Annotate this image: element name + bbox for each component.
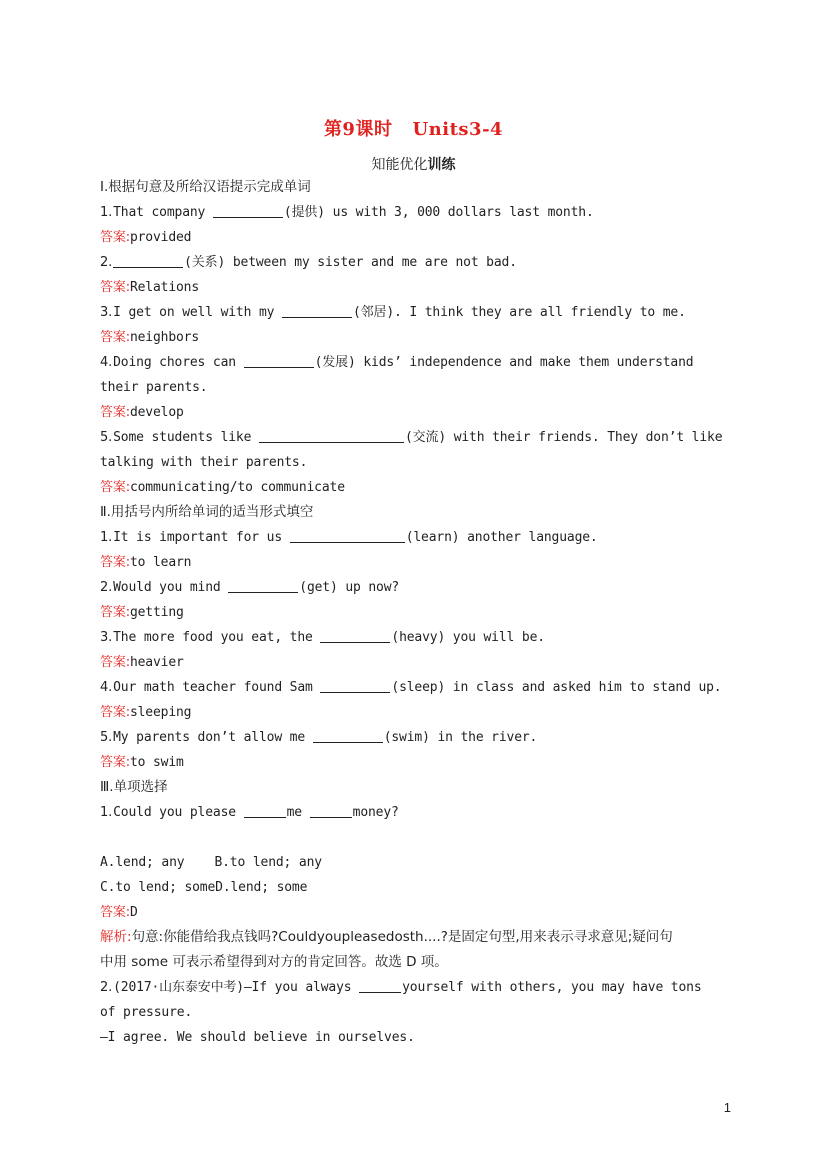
question-2-3	[100, 625, 720, 650]
question-3-2-reply: —I agree. We should believe in ourselves.	[100, 1030, 415, 1045]
answer-label: 答案:	[100, 555, 130, 570]
answer-blank[interactable]	[320, 628, 390, 643]
option-c[interactable]: C.to lend; some	[100, 880, 216, 895]
question-text: yourself with others, you may have tons	[402, 980, 702, 995]
question-1-5	[100, 425, 723, 450]
answer-label: 答案:	[100, 405, 130, 420]
answer-2-3	[100, 650, 720, 675]
question-text: Would you mind	[113, 580, 229, 595]
options-row-2	[100, 875, 720, 900]
question-text: (交流) with their friends. They don’t like	[404, 430, 723, 445]
answer-label: 答案:	[100, 655, 130, 670]
answer-1-4	[100, 400, 720, 425]
question-1-3	[100, 300, 720, 325]
page-title	[0, 115, 827, 141]
answer-blank[interactable]	[244, 353, 314, 368]
question-3-2	[100, 975, 720, 1000]
question-number: 1.	[100, 805, 113, 820]
answer-label: 答案:	[100, 330, 130, 345]
question-text: Doing chores can	[113, 355, 244, 370]
question-number: 1.	[100, 530, 113, 545]
question-3-2-cont: of pressure.	[100, 1005, 193, 1020]
section-2-heading: Ⅱ.用括号内所给单词的适当形式填空	[100, 504, 314, 520]
question-2-2	[100, 575, 720, 600]
question-text: That company	[113, 205, 213, 220]
question-text: (swim) in the river.	[383, 730, 538, 745]
answer-blank[interactable]	[213, 203, 283, 218]
answer-1-1	[100, 225, 720, 250]
answer-blank[interactable]	[320, 678, 390, 693]
question-text: I get on well with my	[113, 305, 282, 320]
page-number: 1	[723, 1100, 731, 1115]
question-1-2	[100, 250, 720, 275]
analysis-3-1-cont: 中用 some 可表示希望得到对方的肯定回答。故选 D 项。	[100, 954, 448, 970]
answer-label: 答案:	[100, 480, 130, 495]
question-1-4-cont: their parents.	[100, 380, 208, 395]
question-number: 5.	[100, 430, 113, 445]
question-text: The more food you eat, the	[113, 630, 321, 645]
question-text: Our math teacher found Sam	[113, 680, 321, 695]
analysis-3-1	[100, 925, 720, 950]
answer-blank[interactable]	[313, 728, 383, 743]
question-number: 3.	[100, 630, 113, 645]
answer-text: sleeping	[129, 705, 192, 720]
answer-label: 答案:	[100, 230, 130, 245]
answer-label: 答案:	[100, 705, 130, 720]
question-text: (2017·山东泰安中考)—If you always	[113, 980, 360, 995]
question-number: 4.	[100, 355, 113, 370]
question-number: 3.	[100, 305, 113, 320]
answer-blank[interactable]	[282, 303, 352, 318]
answer-2-2	[100, 600, 720, 625]
question-2-1	[100, 525, 720, 550]
units-label: Units3-4	[412, 119, 504, 140]
question-1-4	[100, 350, 720, 375]
question-text: My parents don’t allow me	[113, 730, 313, 745]
question-text: (提供) us with 3, 000 dollars last month.	[283, 205, 594, 220]
option-d[interactable]: D.lend; some	[215, 880, 308, 895]
answer-blank[interactable]	[228, 578, 298, 593]
answer-blank[interactable]	[259, 428, 404, 443]
question-text: money?	[352, 805, 399, 820]
option-a[interactable]: A.lend; any	[100, 855, 185, 870]
answer-text: heavier	[129, 655, 184, 670]
answer-text: develop	[129, 405, 184, 420]
blank-line	[100, 825, 720, 850]
subtitle-plain: 知能优化	[371, 157, 428, 173]
question-text: Some students like	[113, 430, 259, 445]
question-text: (sleep) in class and asked him to stand up.	[391, 680, 722, 695]
question-number: 1.	[100, 205, 113, 220]
question-text: (关系) between my sister and me are not bad.	[184, 255, 517, 270]
question-text: me	[286, 805, 310, 820]
answer-label: 答案:	[100, 755, 130, 770]
answer-text: getting	[129, 605, 184, 620]
answer-1-5	[100, 475, 720, 500]
question-number: 2.	[100, 580, 113, 595]
answer-blank[interactable]	[310, 803, 352, 818]
question-text: (get) up now?	[299, 580, 400, 595]
answer-blank[interactable]	[113, 253, 183, 268]
answer-label: 答案:	[100, 605, 130, 620]
answer-text: D	[129, 905, 138, 920]
answer-3-1	[100, 900, 720, 925]
section-3-heading: Ⅲ.单项选择	[100, 779, 168, 795]
answer-2-4	[100, 700, 720, 725]
answer-blank[interactable]	[244, 803, 286, 818]
section-subtitle	[0, 154, 827, 174]
answer-text: provided	[129, 230, 192, 245]
question-1-1	[100, 200, 720, 225]
answer-2-5	[100, 750, 720, 775]
answer-text: communicating/to communicate	[129, 480, 345, 495]
analysis-label: 解析:	[100, 929, 132, 945]
exercise-body	[100, 175, 723, 1050]
question-number: 2.	[100, 980, 113, 995]
question-number: 4.	[100, 680, 113, 695]
analysis-text: 句意:你能借给我点钱吗?Couldyoupleasedosth....?是固定句型,用来表示寻求意见;疑问句	[131, 929, 673, 945]
options-row-1	[100, 850, 720, 875]
answer-2-1	[100, 550, 720, 575]
option-b[interactable]: B.to lend; any	[214, 855, 322, 870]
answer-1-2	[100, 275, 720, 300]
question-text: (发展) kids’ independence and make them understand	[314, 355, 694, 370]
question-number: 5.	[100, 730, 113, 745]
lesson-label: 第9课时	[323, 119, 393, 140]
answer-text: Relations	[129, 280, 200, 295]
subtitle-bold: 训练	[427, 157, 456, 173]
question-2-4	[100, 675, 720, 700]
question-text: It is important for us	[113, 530, 290, 545]
answer-1-3	[100, 325, 720, 350]
section-1-heading: Ⅰ.根据句意及所给汉语提示完成单词	[100, 179, 311, 195]
question-number: 2.	[100, 255, 113, 270]
question-1-5-cont: talking with their parents.	[100, 455, 308, 470]
answer-blank[interactable]	[290, 528, 405, 543]
answer-label: 答案:	[100, 280, 130, 295]
question-text: (heavy) you will be.	[391, 630, 545, 645]
question-text: (learn) another language.	[405, 530, 598, 545]
answer-text: to swim	[129, 755, 184, 770]
answer-blank[interactable]	[359, 978, 401, 993]
answer-text: to learn	[129, 555, 192, 570]
question-text: (邻居). I think they are all friendly to me.	[353, 305, 686, 320]
answer-label: 答案:	[100, 905, 130, 920]
question-3-1	[100, 800, 720, 825]
question-text: Could you please	[113, 805, 244, 820]
answer-text: neighbors	[129, 330, 200, 345]
question-2-5	[100, 725, 720, 750]
